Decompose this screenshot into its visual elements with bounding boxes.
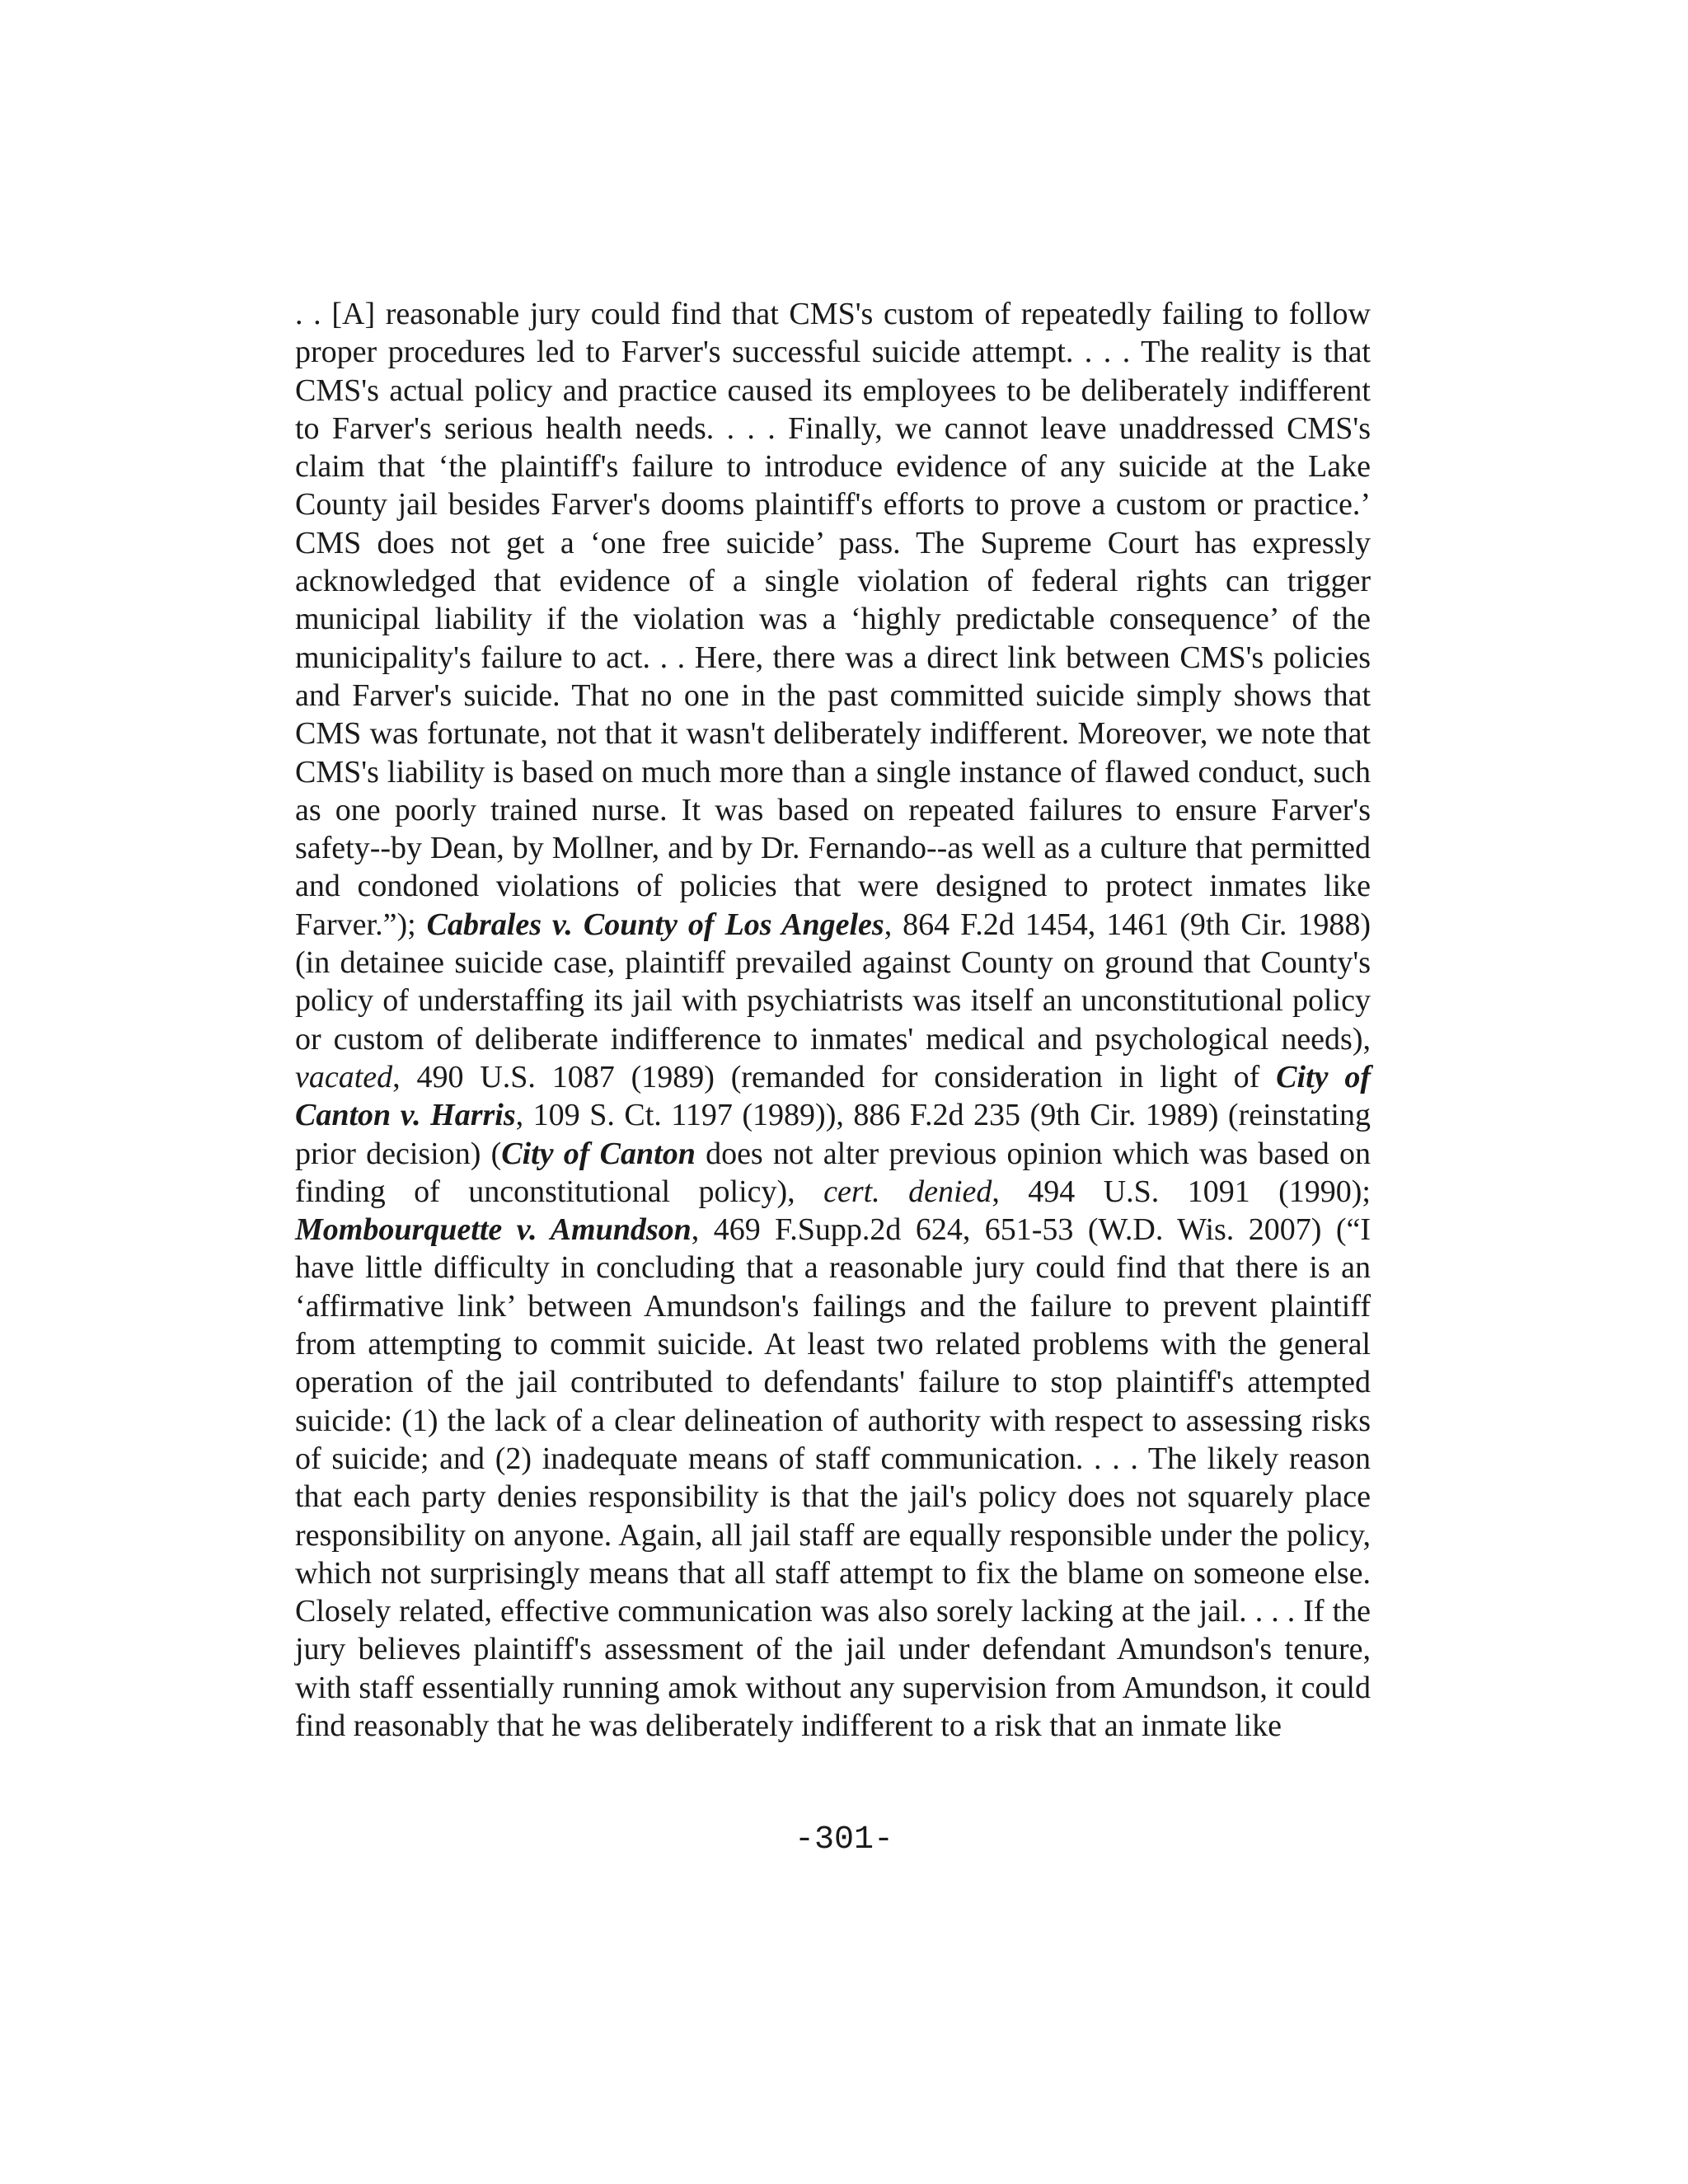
case-name-cabrales: Cabrales v. County of Los Angeles (426, 907, 884, 942)
italic-term-cert-denied: cert. denied (823, 1174, 992, 1209)
text-segment: , 109 S. Ct. 1197 (1989)), 886 F.2d 235 (9th Cir. 1989) (reinstating prior decision) ( (295, 1098, 1371, 1171)
text-segment: , 864 F.2d 1454, 1461 (9th Cir. 1988) (in detainee suicide case, plaintiff prevailed against County on ground that County's policy of understaffing its jail with psychiatrists was itself an unconstitutional policy or custom of deliberate indifference to inmates' medical and psychological needs), (295, 907, 1372, 1057)
document-body (295, 295, 1371, 1745)
text-segment: . . [A] reasonable jury could find that CMS's custom of repeatedly failing to follow proper procedures led to Farver's successful suicide attempt. . . . The reality is that CMS's actual policy and practice caused its employees to be deliberately indifferent to Farver's serious health needs. . . . Finally, we cannot leave unaddressed CMS's claim that ‘the plaintiff's failure to introduce evidence of any suicide at the Lake County jail besides Farver's dooms plaintiff's efforts to prove a custom or practice.’ CMS does not get a ‘one free suicide’ pass. The Supreme Court has expressly acknowledged that evidence of a single violation of federal rights can trigger municipal liability if the violation was a ‘highly predictable consequence’ of the municipality's failure to act. . . Here, there was a direct link between CMS's policies and Farver's suicide. That no one in the past committed suicide simply shows that CMS was fortunate, not that it wasn't deliberately indifferent. Moreover, we note that CMS's liability is based on much more than a single instance of flawed conduct, such as one poorly trained nurse. It was based on repeated failures to ensure Farver's safety--by Dean, by Mollner, and by Dr. Fernando--as well as a culture that permitted and condoned violations of policies that were designed to protect inmates like Farver.”); (295, 297, 1371, 942)
case-name-city-of-canton: City of Canton (501, 1136, 696, 1171)
text-segment: , 490 U.S. 1087 (1989) (remanded for consideration in light of (392, 1059, 1277, 1094)
case-name-city-of-canton-v-harris: City of Canton v. Harris (295, 1059, 1371, 1133)
text-segment: , 494 U.S. 1091 (1990); (992, 1174, 1371, 1209)
body-paragraph (295, 295, 1371, 1745)
italic-term-vacated: vacated (295, 1059, 393, 1094)
case-name-mombourquette: Mombourquette v. Amundson (295, 1212, 692, 1248)
text-segment: does not alter previous opinion which was based on finding of unconstitutional policy), (295, 1136, 1371, 1209)
text-segment: , 469 F.Supp.2d 624, 651-53 (W.D. Wis. 2007) (“I have little difficulty in concluding that a reasonable jury could find that there is an ‘affirmative link’ between Amundson's failings and the failure to prevent plaintiff from attempting to commit suicide. At least two related problems with the general operation of the jail contributed to defendants' failure to stop plaintiff's attempted suicide: (1) the lack of a clear delineation of authority with respect to assessing risks of suicide; and (2) inadequate means of staff communication. . . . The likely reason that each party denies responsibility is that the jail's policy does not squarely place responsibility on anyone. Again, all jail staff are equally responsible under the policy, which not surprisingly means that all staff attempt to fix the blame on someone else. Closely related, effective communication was also sorely lacking at the jail. . . . If the jury believes plaintiff's assessment of the jail under defendant Amundson's tenure, with staff essentially running amok without any supervision from Amundson, it could find reasonably that he was deliberately indifferent to a risk that an inmate like (295, 1212, 1372, 1743)
page-number: -301- (794, 1821, 894, 1858)
